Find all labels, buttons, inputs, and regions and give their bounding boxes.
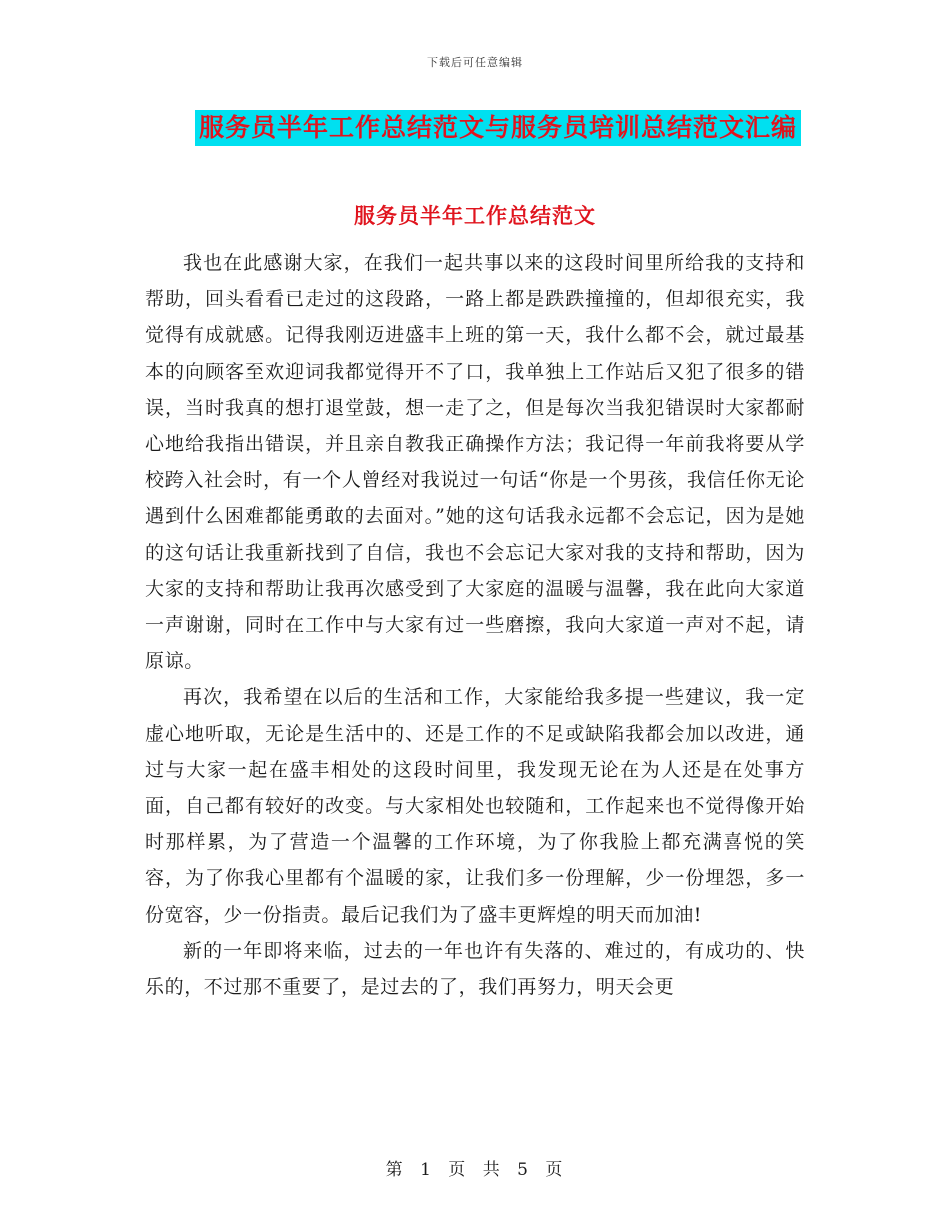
document-body	[145, 245, 805, 1005]
footer-label-page: 第	[385, 1160, 405, 1180]
document-title: 服务员半年工作总结范文与服务员培训总结范文汇编	[195, 110, 801, 146]
page-footer	[0, 1155, 950, 1180]
paragraph: 我也在此感谢大家，在我们一起共事以来的这段时间里所给我的支持和帮助，回头看看已走过的这段路，一路上都是跌跌撞撞的，但却很充实，我觉得有成就感。记得我刚迈进盛丰上班的第一天，我什么都不会，就过最基本的向顾客至欢迎词我都觉得开不了口，我单独上工作站后又犯了很多的错误，当时我真的想打退堂鼓，想一走了之，但是每次当我犯错误时大家都耐心地给我指出错误，并且亲自教我正确操作方法；我记得一年前我将要从学校跨入社会时，有一个人曾经对我说过一句话“你是一个男孩，我信任你无论遇到什么困难都能勇敢的去面对。”她的这句话我永远都不会忘记，因为是她的这句话让我重新找到了自信，我也不会忘记大家对我的支持和帮助，因为大家的支持和帮助让我再次感受到了大家庭的温暖与温馨，我在此向大家道一声谢谢，同时在工作中与大家有过一些磨擦，我向大家道一声对不起，请原谅。	[145, 252, 805, 673]
document-title-wrap	[0, 110, 950, 146]
footer-total-pages: 5	[517, 1160, 530, 1180]
header-note: 下载后可任意编辑	[427, 56, 523, 69]
paragraph: 再次，我希望在以后的生活和工作，大家能给我多提一些建议，我一定虚心地听取，无论是生活中的、还是工作的不足或缺陷我都会加以改进，通过与大家一起在盛丰相处的这段时间里，我发现无论在为人还是在处事方面，自己都有较好的改变。与大家相处也较随和，工作起来也不觉得像开始时那样累，为了营造一个温馨的工作环境，为了你我脸上都充满喜悦的笑容，为了你我心里都有个温暖的家，让我们多一份理解，少一份埋怨，多一份宽容，少一份指责。最后记我们为了盛丰更辉煌的明天而加油!	[145, 686, 805, 926]
section-title: 服务员半年工作总结范文	[354, 203, 596, 228]
footer-label-page-unit: 页	[448, 1160, 468, 1180]
footer-label-total-unit: 页	[545, 1160, 565, 1180]
paragraph: 新的一年即将来临，过去的一年也许有失落的、难过的，有成功的、快乐的，不过那不重要了，是过去的了，我们再努力，明天会更	[145, 939, 805, 999]
footer-label-total: 共	[482, 1160, 502, 1180]
footer-current-page: 1	[420, 1160, 433, 1180]
